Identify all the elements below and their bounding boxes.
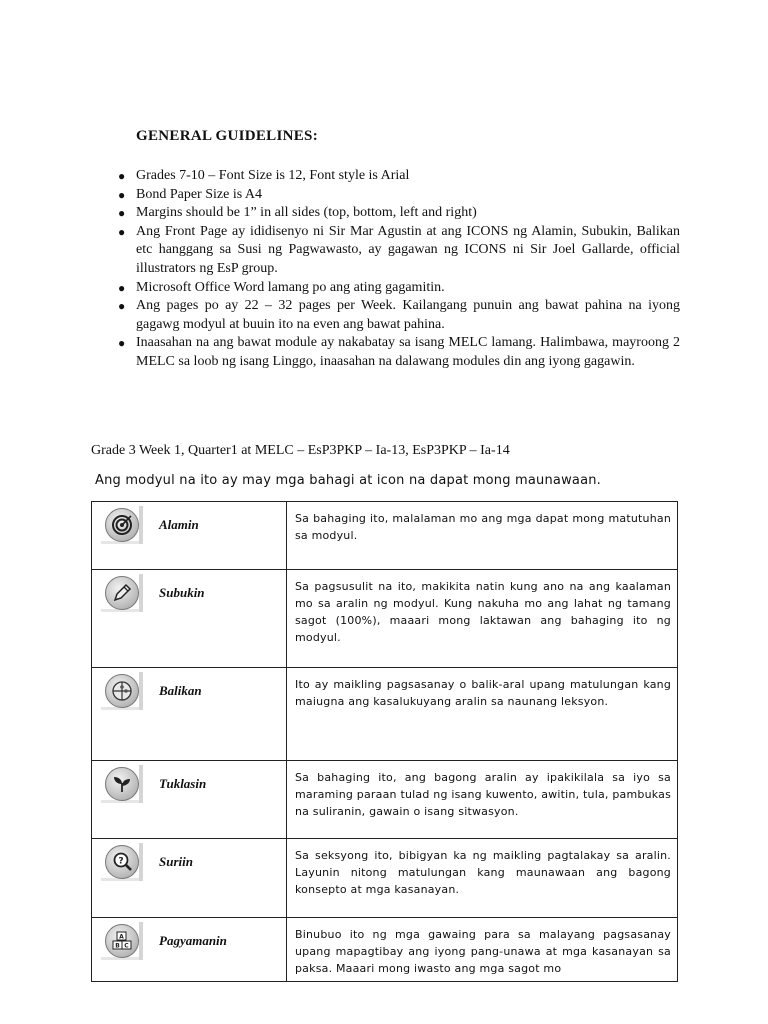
magnifier-question-icon bbox=[105, 845, 139, 879]
section-name: Suriin bbox=[159, 854, 193, 869]
guideline-item: ● Margins should be 1” in all sides (top, bottom, left and right) bbox=[118, 204, 680, 223]
sprout-icon bbox=[105, 767, 139, 801]
grade-melc-line: Grade 3 Week 1, Quarter1 at MELC – EsP3PKP – Ia-13, EsP3PKP – Ia-14 bbox=[91, 443, 510, 458]
table-row bbox=[92, 839, 678, 918]
section-description: Binubuo ito ng mga gawaing para sa malayang pagsasanay upang mapagtibay ang iyong pang-unawa at mga kasanayan sa paksa. Maaari mong iwasto ang mga sagot mo bbox=[287, 918, 678, 982]
target-icon bbox=[105, 508, 139, 542]
svg-text:A: A bbox=[119, 933, 124, 941]
svg-text:?: ? bbox=[118, 856, 124, 867]
svg-text:B: B bbox=[115, 942, 120, 950]
table-row bbox=[92, 502, 678, 570]
section-description: Sa bahaging ito, ang bagong aralin ay ipakikilala sa iyo sa maraming paraan tulad ng isang kuwento, awitin, tula, pambukas na suliranin, gawain o isang sitwasyon. bbox=[287, 761, 678, 839]
guideline-item: ● Grades 7-10 – Font Size is 12, Font style is Arial bbox=[118, 167, 680, 186]
puzzle-icon bbox=[105, 674, 139, 708]
section-name: Tuklasin bbox=[159, 776, 207, 791]
guideline-item: ● Ang pages po ay 22 – 32 pages per Week. Kailangang punuin ang bawat pahina na iyong gagawg modyul at buuin ito na even ang bawat pahina. bbox=[118, 298, 680, 332]
guideline-item: ● Microsoft Office Word lamang po ang ating gagamitin. bbox=[118, 279, 680, 298]
section-name-cell bbox=[92, 570, 287, 668]
bullet-icon: ● bbox=[118, 169, 126, 183]
bullet-icon: ● bbox=[118, 187, 126, 202]
section-name-cell bbox=[92, 668, 287, 761]
bullet-icon: ● bbox=[118, 206, 126, 221]
bullet-icon: ● bbox=[118, 336, 126, 351]
module-intro-text: Ang modyul na ito ay may mga bahagi at icon na dapat mong maunawaan. bbox=[95, 473, 602, 488]
abc-blocks-icon bbox=[105, 924, 139, 958]
guideline-item: ● Inaasahan na ang bawat module ay nakabatay sa isang MELC lamang. Halimbawa, mayroong 2 MELC sa loob ng isang Linggo, inaasahan na dalawang modules din ang iyong gagawin. bbox=[118, 335, 680, 369]
module-sections-table bbox=[91, 501, 678, 982]
section-description: Sa bahaging ito, malalaman mo ang mga dapat mong matutuhan sa modyul. bbox=[287, 502, 678, 570]
section-name: Balikan bbox=[159, 683, 202, 698]
section-name-cell bbox=[92, 761, 287, 839]
bullet-icon: ● bbox=[118, 299, 126, 314]
section-name: Pagyamanin bbox=[159, 933, 227, 948]
guideline-item: ● Ang Front Page ay ididisenyo ni Sir Mar Agustin at ang ICONS ng Alamin, Subukin, Balikan etc hanggang sa Susi ng Pagwawasto, ay gagawan ng ICONS ni Sir Joel Gallarde, official illustrators ng EsP group. bbox=[118, 223, 680, 276]
table-row bbox=[92, 570, 678, 668]
svg-text:C: C bbox=[124, 942, 129, 950]
guidelines-heading: GENERAL GUIDELINES: bbox=[136, 128, 318, 144]
pencil-icon bbox=[105, 576, 139, 610]
section-description: Ito ay maikling pagsasanay o balik-aral upang matulungan kang maiugna ang kasalukuyang aralin sa naunang leksyon. bbox=[287, 668, 678, 761]
table-row bbox=[92, 918, 678, 982]
section-name-cell bbox=[92, 839, 287, 918]
section-name-cell bbox=[92, 502, 287, 570]
section-description: Sa seksyong ito, bibigyan ka ng maikling pagtalakay sa aralin. Layunin nitong matulungan kang maunawaan ang bagong konsepto at mga kasanayan. bbox=[287, 839, 678, 918]
table-row bbox=[92, 668, 678, 761]
guideline-item: ● Bond Paper Size is A4 bbox=[118, 186, 680, 205]
table-row bbox=[92, 761, 678, 839]
section-name-cell bbox=[92, 918, 287, 982]
section-description: Sa pagsusulit na ito, makikita natin kung ano na ang kaalaman mo sa aralin ng modyul. Kung nakuha mo ang lahat ng tamang sagot (100%), maaari mong laktawan ang bahaging ito ng modyul. bbox=[287, 570, 678, 668]
bullet-icon: ● bbox=[118, 280, 126, 295]
section-name: Alamin bbox=[159, 517, 199, 532]
bullet-icon: ● bbox=[118, 224, 126, 239]
section-name: Subukin bbox=[159, 585, 205, 600]
guidelines-list bbox=[118, 167, 680, 372]
